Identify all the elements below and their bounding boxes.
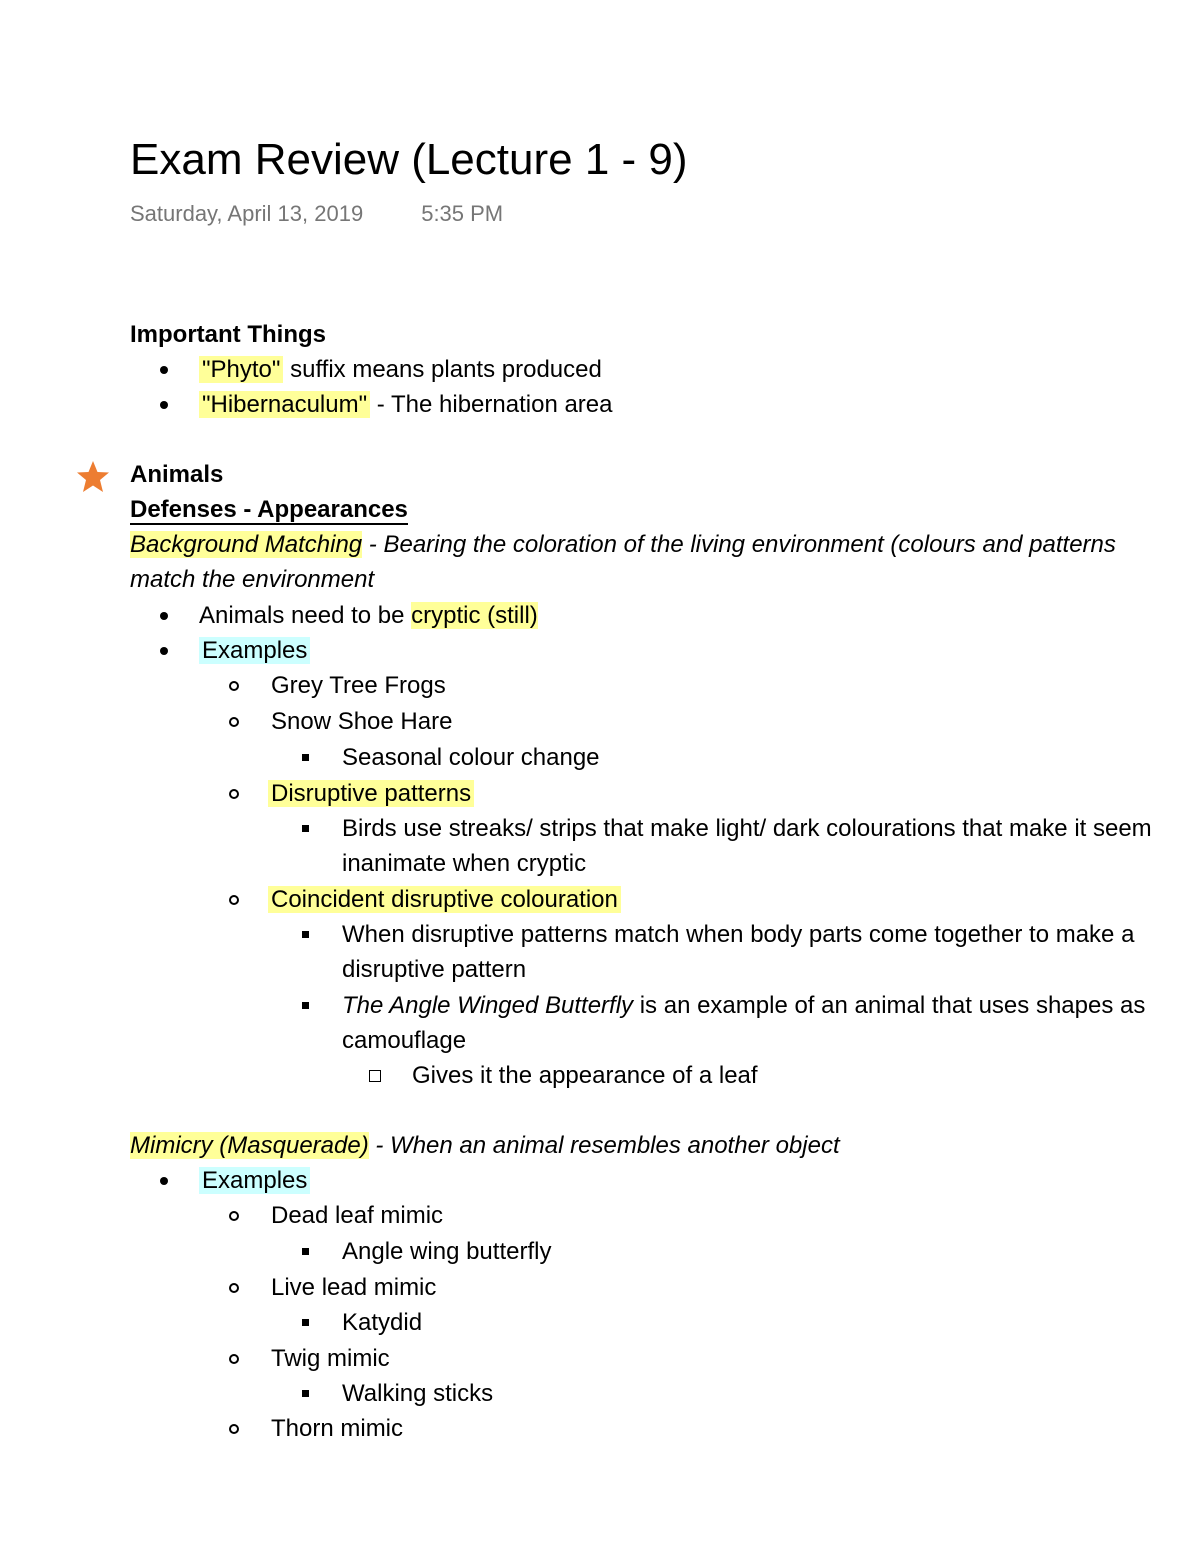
important-heading: Important Things [130,321,326,348]
animals-heading: Animals [130,461,224,488]
term-background-matching: Background Matching [130,531,363,558]
bullet-ring [227,1341,241,1376]
list-item: Snow Shoe Hare [271,708,453,735]
defenses-heading: Defenses - Appearances [130,496,408,523]
page-datetime [130,199,503,229]
bullet-ring [227,776,241,811]
page-title: Exam Review (Lecture 1 - 9) [130,135,688,184]
bullet-square [298,740,312,775]
list-item: Birds use streaks/ strips that make light/ dark colourations that make it seem [342,815,1152,842]
list-item-cryptic: Animals need to be cryptic (still) [199,602,538,629]
bullet-square [298,988,312,1023]
bullet-square [298,1234,312,1269]
bullet-square [298,917,312,952]
highlight-hibernaculum: "Hibernaculum" [199,391,370,418]
list-item-examples [199,1163,310,1198]
list-item: Dead leaf mimic [271,1202,444,1229]
highlight-disruptive-patterns: Disruptive patterns [268,780,474,807]
background-matching-definition-cont: match the environment [130,566,375,593]
highlight-phyto: "Phyto" [199,356,283,383]
page-time: 5:35 PM [421,201,504,226]
background-matching-definition: Background Matching - Bearing the coloration of the living environment (colours and patterns [130,531,1116,558]
list-item: Katydid [342,1309,423,1336]
important-item-phyto: "Phyto" suffix means plants produced [199,352,602,387]
bullet-dot [157,352,171,387]
bullet-dot [157,387,171,422]
bullet-ring [227,704,241,739]
list-item: Twig mimic [271,1345,390,1372]
list-item-butterfly: The Angle Winged Butterfly is an example of an animal that uses shapes as [342,992,1146,1019]
list-item-examples [199,633,310,668]
list-item-coincident [268,882,621,917]
bullet-box [368,1058,382,1093]
list-item-cont: camouflage [342,1027,467,1054]
list-item: Walking sticks [342,1380,494,1407]
list-item-cont: inanimate when cryptic [342,850,587,877]
list-item: When disruptive patterns match when body parts come together to make a [342,921,1135,948]
bullet-dot [157,633,171,668]
bullet-ring [227,1198,241,1233]
mimicry-definition: Mimicry (Masquerade) - When an animal resembles another object [130,1132,840,1159]
list-item: Angle wing butterfly [342,1238,552,1265]
bullet-ring [227,1270,241,1305]
bullet-ring [227,1411,241,1439]
important-item-hibernaculum: "Hibernaculum" - The hibernation area [199,387,613,422]
page-date: Saturday, April 13, 2019 [130,201,364,226]
list-item: Thorn mimic [271,1415,404,1439]
list-item: Seasonal colour change [342,744,600,771]
list-item: Gives it the appearance of a leaf [412,1062,758,1089]
bullet-square [298,1376,312,1411]
list-item: Grey Tree Frogs [271,672,446,699]
bullet-ring [227,668,241,703]
highlight-examples: Examples [199,637,310,664]
clipped-line [0,1411,1200,1439]
list-item: Live lead mimic [271,1274,437,1301]
bullet-square [298,1305,312,1340]
highlight-coincident: Coincident disruptive colouration [268,886,621,913]
term-mimicry: Mimicry (Masquerade) [130,1132,369,1159]
bullet-dot [157,598,171,633]
bullet-dot [157,1163,171,1198]
list-item-cont: disruptive pattern [342,956,527,983]
highlight-cryptic: cryptic (still) [411,602,538,629]
bullet-square [298,811,312,846]
list-item-disruptive-patterns [268,776,474,811]
highlight-examples: Examples [199,1167,310,1194]
bullet-ring [227,882,241,917]
star-icon[interactable] [76,460,110,494]
